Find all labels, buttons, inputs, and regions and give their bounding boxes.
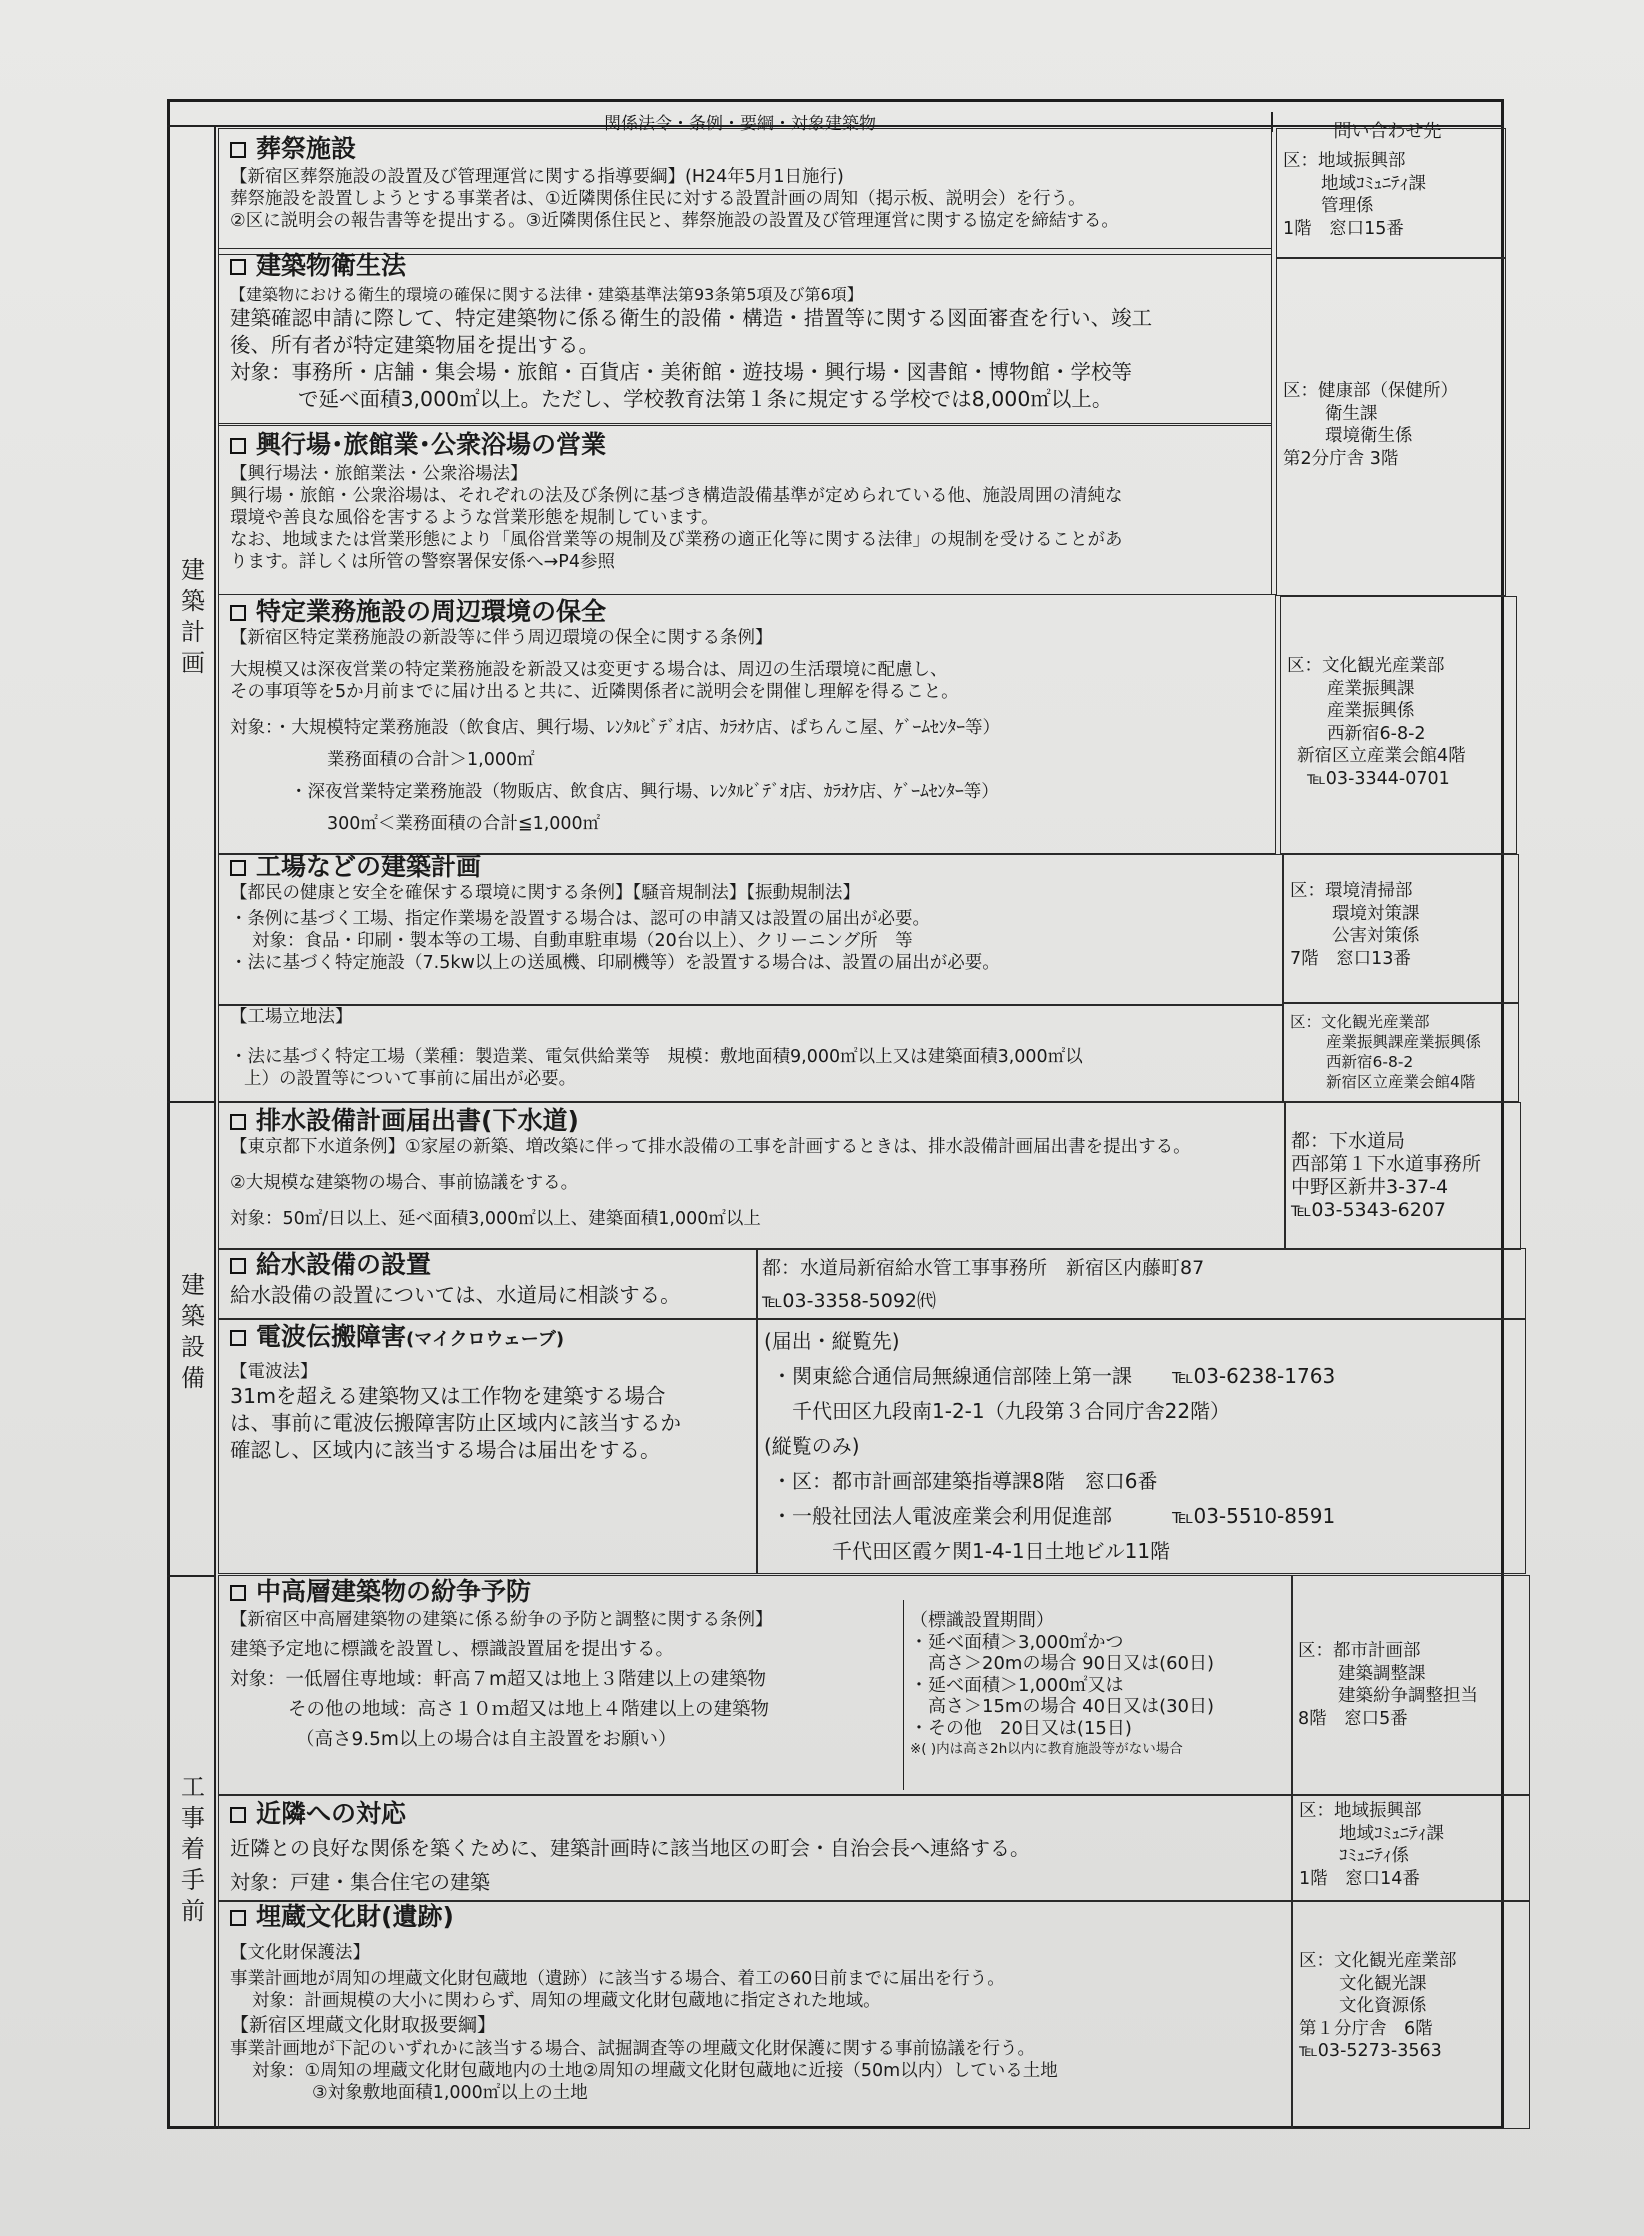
checkbox-icon <box>230 605 246 621</box>
neighbors-title: 近隣への対応 <box>230 1799 1030 1829</box>
cultural-line: 【新宿区埋蔵文化財取扱要綱】 <box>230 2014 497 2036</box>
cultural-line: ③対象敷地面積1,000㎡以上の土地 <box>312 2083 588 2103</box>
factory-location-line: ・法に基づく特定工場（業種：製造業、電気供給業等 規模：敷地面積9,000㎡以上又は建築面積3,000㎡以 <box>230 1047 1083 1067</box>
factory-contact: 区：環境清掃部 環境対策課 公害対策係 7階 窓口13番 <box>1290 881 1420 969</box>
neighbors-line: 対象：戸建・集合住宅の建築 <box>230 1870 490 1894</box>
radio-contact: (届出・縦覧先) ・関東総合通信局無線通信部陸上第一課 ℡03-6238-1763 千代田区九段南1-2-1（九段第３合同庁舎22階） (縦覧のみ) ・区：都市計画部建築指導課8階 窓口6番 ・一般社団法人電波産業会利用促進部 ℡03-5510-8591 千代田区霞ケ関1-4-1日土地ビル11階 <box>764 1329 1336 1563</box>
checkbox-icon <box>230 1258 246 1274</box>
cultural-line: 対象：①周知の埋蔵文化財包蔵地内の土地②周知の埋蔵文化財包蔵地に近接（50m以内）している土地 <box>252 2061 1058 2081</box>
category-divider-1 <box>167 1101 214 1103</box>
health-contact: 区：健康部（保健所） 衛生課 環境衛生係 第2分庁舎 3階 <box>1283 381 1458 469</box>
funeral-line: 【新宿区葬祭施設の設置及び管理運営に関する指導要綱】(H24年5月1日施行) <box>230 167 844 187</box>
specific-business-line: 業務面積の合計＞1,000㎡ <box>327 750 535 770</box>
cultural-line: 事業計画地が下記のいずれかに該当する場合、試掘調査等の埋蔵文化財保護に関する事前協議を行う。 <box>230 2039 1035 2059</box>
neighbors-contact: 区：地域振興部 地域ｺﾐｭﾆﾃｨ課 ｺﾐｭﾆﾃｨ係 1階 窓口14番 <box>1299 1801 1444 1889</box>
water-supply-contact: 都：水道局新宿給水管工事事務所 新宿区内藤町87 ℡03-3358-5092㈹ <box>762 1257 1205 1312</box>
radio-title: 電波伝搬障害(マイクロウェーブ) <box>230 1322 681 1355</box>
drainage-line: 【東京都下水道条例】①家屋の新築、増改築に伴って排水設備の工事を計画するときは、排水設備計画届出書を提出する。 <box>230 1137 1191 1157</box>
specific-business-line: ・深夜営業特定業務施設（物販店、飲食店、興行場、ﾚﾝﾀﾙﾋﾞﾃﾞｵ店、ｶﾗｵｹ店、ｹﾞｰﾑｾﾝﾀｰ等） <box>290 782 999 802</box>
highrise-title: 中高層建築物の紛争予防 <box>230 1577 773 1607</box>
section-highrise <box>230 1577 773 1751</box>
cultural-title: 埋蔵文化財(遺跡) <box>230 1902 1058 1932</box>
section-funeral <box>230 134 1119 232</box>
highrise-period-divider <box>903 1600 904 1790</box>
highrise-line: 建築予定地に標識を設置し、標識設置届を提出する。 <box>230 1639 675 1660</box>
drainage-title: 排水設備計画届出書(下水道) <box>230 1106 1191 1136</box>
factory-location-line: 上）の設置等について事前に届出が必要。 <box>244 1069 577 1089</box>
sanitation-line: 建築確認申請に際して、特定建築物に係る衛生的設備・構造・措置等に関する図面審査を行い、竣工 <box>230 306 1153 330</box>
factory-line: 【都民の健康と安全を確保する環境に関する条例】【騒音規制法】【振動規制法】 <box>230 883 860 903</box>
header-left: 関係法令・条例・要綱・対象建築物 <box>604 114 876 134</box>
category-divider-2 <box>167 1575 214 1577</box>
section-sanitation <box>230 251 1152 413</box>
highrise-line: 【新宿区中高層建築物の建築に係る紛争の予防と調整に関する条例】 <box>230 1610 773 1630</box>
checkbox-icon <box>230 438 246 454</box>
radio-line: は、事前に電波伝搬障害防止区域内に該当するか <box>230 1411 681 1435</box>
category-col-divider <box>214 126 216 2129</box>
drainage-line: ②大規模な建築物の場合、事前協議をする。 <box>230 1173 579 1193</box>
water-supply-title: 給水設備の設置 <box>230 1250 681 1280</box>
sanitation-line: 後、所有者が特定建築物届を提出する。 <box>230 333 599 357</box>
radio-line: 確認し、区域内に該当する場合は届出をする。 <box>230 1438 661 1462</box>
specific-business-line: 対象：・大規模特定業務施設（飲食店、興行場、ﾚﾝﾀﾙﾋﾞﾃﾞｵ店、ｶﾗｵｹ店、ぱちんこ屋、ｹﾞｰﾑｾﾝﾀｰ等） <box>230 718 1000 738</box>
sanitation-line: 【建築物における衛生的環境の確保に関する法律・建築基準法第93条第5項及び第6項】 <box>230 285 863 304</box>
highrise-line: （高さ9.5m以上の場合は自主設置をお願い） <box>296 1729 677 1750</box>
section-radio <box>230 1322 681 1464</box>
section-water-supply <box>230 1250 681 1309</box>
header-right: 問い合わせ先 <box>1333 121 1442 142</box>
factory-line: ・条例に基づく工場、指定作業場を設置する場合は、認可の申請又は設置の届出が必要。 <box>230 909 930 929</box>
factory-location-contact: 区：文化観光産業部 産業振興課産業振興係 西新宿6-8-2 新宿区立産業会館4階 <box>1290 1013 1482 1091</box>
section-entertainment <box>230 430 1123 573</box>
highrise-contact: 区：都市計画部 建築調整課 建築紛争調整担当 8階 窓口5番 <box>1298 1641 1478 1729</box>
radio-line: 31mを超える建築物又は工作物を建築する場合 <box>230 1384 666 1408</box>
highrise-period: （標識設置期間） ・延べ面積＞3,000㎡かつ 高さ＞20mの場合 90日又は(60日) ・延べ面積＞1,000㎡又は 高さ＞15mの場合 40日又は(30日) ・その他 20日又は(15日) ※( )内は高さ2h以内に教育施設等がない場合 <box>910 1610 1215 1757</box>
factory-title: 工場などの建築計画 <box>230 852 1000 882</box>
highrise-line: 対象：一低層住専地域：軒高７m超又は地上３階建以上の建築物 <box>230 1669 767 1690</box>
checkbox-icon <box>230 1910 246 1926</box>
section-factory-location <box>230 1006 1083 1090</box>
entertainment-line: 【興行場法・旅館業法・公衆浴場法】 <box>230 464 528 484</box>
funeral-line: ②区に説明会の報告書等を提出する。③近隣関係住民と、葬祭施設の設置及び管理運営に関する協定を締結する。 <box>230 211 1119 231</box>
specific-business-line: 300㎡＜業務面積の合計≦1,000㎡ <box>327 814 601 834</box>
factory-location-line: 【工場立地法】 <box>230 1007 353 1027</box>
radio-line: 【電波法】 <box>230 1362 318 1382</box>
category-plan: 建築計画 <box>181 556 205 677</box>
checkbox-icon <box>230 259 246 275</box>
cultural-line: 【文化財保護法】 <box>230 1943 370 1963</box>
checkbox-icon <box>230 1807 246 1823</box>
checkbox-icon <box>230 1330 246 1346</box>
sanitation-line: で延べ面積3,000㎡以上。ただし、学校教育法第１条に規定する学校では8,000㎡以上。 <box>298 387 1113 411</box>
sanitation-line: 対象：事務所・店舗・集会場・旅館・百貨店・美術館・遊技場・興行場・図書館・博物館・学校等 <box>230 360 1132 384</box>
funeral-contact: 区：地域振興部 地域ｺﾐｭﾆﾃｨ課 管理係 1階 窓口15番 <box>1283 151 1426 239</box>
checkbox-icon <box>230 860 246 876</box>
specific-business-line: その事項等を5か月前までに届け出ると共に、近隣関係者に説明会を開催し理解を得ること。 <box>230 682 959 702</box>
specific-business-contact: 区：文化観光産業部 産業振興課 産業振興係 西新宿6-8-2 新宿区立産業会館4階 ℡03-3344-0701 <box>1287 656 1466 789</box>
drainage-contact: 都：下水道局 西部第１下水道事務所 中野区新井3-37-4 ℡03-5343-6207 <box>1291 1130 1482 1221</box>
entertainment-line: 興行場・旅館・公衆浴場は、それぞれの法及び条例に基づき構造設備基準が定められている他、施設周囲の清純な <box>230 486 1123 506</box>
neighbors-line: 近隣との良好な関係を築くために、建築計画時に該当地区の町会・自治会長へ連絡する。 <box>230 1836 1030 1860</box>
entertainment-line: 環境や善良な風俗を害するような営業形態を規制しています。 <box>230 508 719 528</box>
section-neighbors <box>230 1799 1030 1895</box>
entertainment-line: なお、地域または営業形態により「風俗営業等の規制及び業務の適正化等に関する法律」の規制を受けることがあ <box>230 530 1123 550</box>
specific-business-line: 大規模又は深夜営業の特定業務施設を新設又は変更する場合は、周辺の生活環境に配慮し、 <box>230 660 948 680</box>
category-pre-construction: 工事着手前 <box>181 1773 205 1925</box>
section-specific-business <box>230 597 1000 835</box>
specific-business-line: 【新宿区特定業務施設の新設等に伴う周辺環境の保全に関する条例】 <box>230 628 773 648</box>
highrise-line: その他の地域：高さ１０ｍ超又は地上４階建以上の建築物 <box>288 1699 770 1720</box>
funeral-title: 葬祭施設 <box>230 134 1119 164</box>
section-cultural <box>230 1902 1058 2104</box>
cultural-line: 対象：計画規模の大小に関わらず、周知の埋蔵文化財包蔵地に指定された地域。 <box>252 1991 881 2011</box>
factory-line: 対象：食品・印刷・製本等の工場、自動車駐車場（20台以上）、クリーニング所 等 <box>252 931 913 951</box>
cultural-contact: 区：文化観光産業部 文化観光課 文化資源係 第１分庁舎 6階 ℡03-5273-3563 <box>1299 1951 1457 2061</box>
section-factory <box>230 852 1000 974</box>
entertainment-line: ります。詳しくは所管の警察署保安係へ→P4参照 <box>230 552 615 572</box>
specific-business-title: 特定業務施設の周辺環境の保全 <box>230 597 1000 627</box>
sanitation-title: 建築物衛生法 <box>230 251 1152 281</box>
section-drainage <box>230 1106 1191 1230</box>
checkbox-icon <box>230 1114 246 1130</box>
water-supply-line: 給水設備の設置については、水道局に相談する。 <box>230 1283 681 1307</box>
checkbox-icon <box>230 1585 246 1601</box>
funeral-line: 葬祭施設を設置しようとする事業者は、①近隣関係住民に対する設置計画の周知（掲示板、説明会）を行う。 <box>230 189 1086 209</box>
cultural-line: 事業計画地が周知の埋蔵文化財包蔵地（遺跡）に該当する場合、着工の60日前までに届出を行う。 <box>230 1969 1005 1989</box>
factory-line: ・法に基づく特定施設（7.5kw以上の送風機、印刷機等）を設置する場合は、設置の届出が必要。 <box>230 953 1000 973</box>
checkbox-icon <box>230 142 246 158</box>
entertainment-title: 興行場･旅館業･公衆浴場の営業 <box>230 430 1123 460</box>
drainage-line: 対象：50㎡/日以上、延べ面積3,000㎡以上、建築面積1,000㎡以上 <box>230 1209 761 1229</box>
category-equipment: 建築設備 <box>181 1271 205 1392</box>
